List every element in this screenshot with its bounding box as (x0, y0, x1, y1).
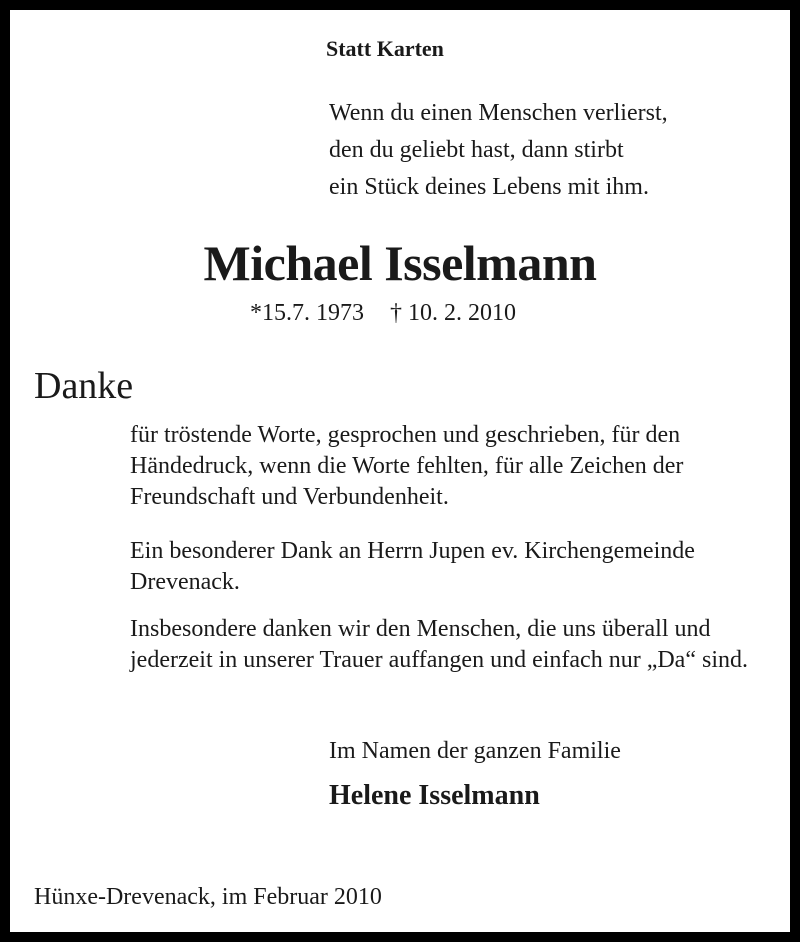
poem-line: ein Stück deines Lebens mit ihm. (329, 174, 649, 200)
thanks-paragraph: Ein besonderer Dank an Herrn Jupen ev. Kirchengemeinde Drevenack. (130, 538, 695, 595)
thanks-paragraph: Insbesondere danken wir den Menschen, die uns überall und jederzeit in unserer Trauer auffangen und einfach nur „Da“ sind. (130, 616, 748, 673)
birth-date: *15.7. 1973 (250, 300, 364, 326)
place-date: Hünxe-Drevenack, im Februar 2010 (34, 884, 382, 910)
death-date: † 10. 2. 2010 (390, 300, 516, 326)
deceased-name: Michael Isselmann (203, 235, 597, 291)
thanks-heading: Danke (34, 365, 134, 407)
thanks-paragraph: für tröstende Worte, gesprochen und geschrieben, für den Händedruck, wenn die Worte fehlten, für alle Zeichen der Freundschaft und Verbundenheit. (130, 422, 684, 510)
poem (329, 95, 668, 206)
signature-name: Helene Isselmann (329, 780, 540, 811)
poem-line: Wenn du einen Menschen verlierst, (329, 100, 668, 126)
poem-line: den du geliebt hast, dann stirbt (329, 137, 624, 163)
signature-intro: Im Namen der ganzen Familie (329, 738, 621, 764)
header-statt-karten: Statt Karten (326, 36, 444, 61)
life-dates (250, 300, 516, 327)
